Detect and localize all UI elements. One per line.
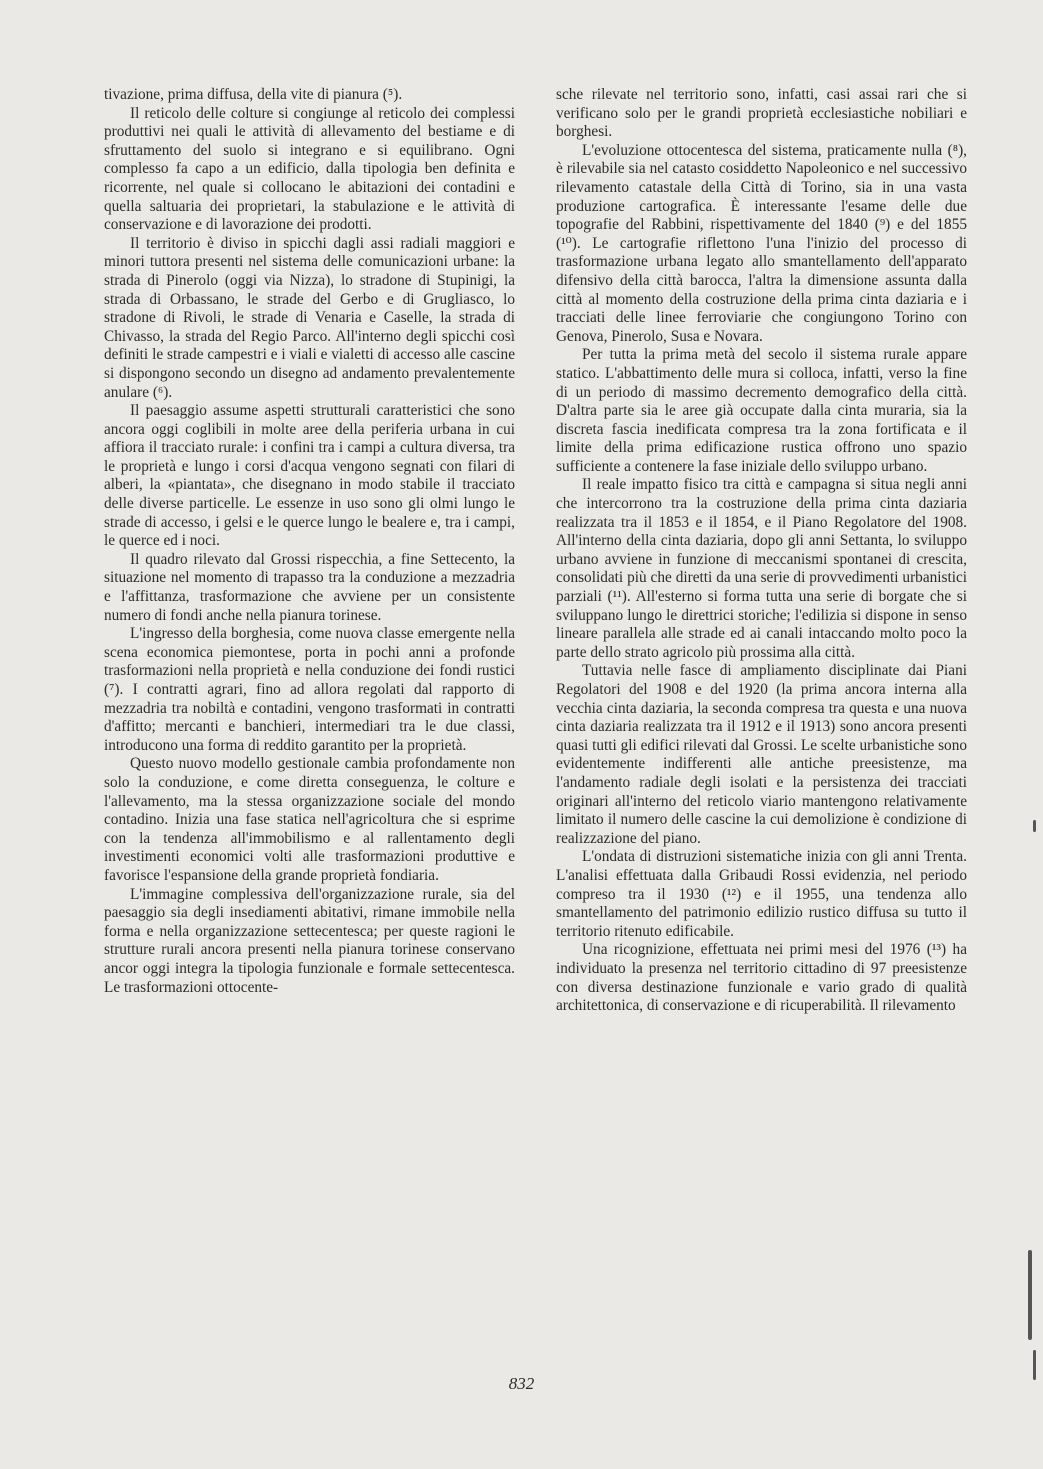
- paragraph: Il territorio è diviso in spicchi dagli assi radiali maggiori e minori tuttora presenti nel sistema delle comunicazioni urbane: la strada di Pinerolo (oggi via Nizza), lo stradone di Stupinigi, la strada di Orbassano, le strade del Gerbo e di Grugliasco, lo stradone di Rivoli, le strade di Venaria e Caselle, la strada di Chivasso, la strada del Regio Parco. All'interno degli spicchi così definiti le strade campestri e i viali e vialetti di accesso alle cascine si dispongono secondo un disegno ad andamento prevalentemente anulare (⁶).: [104, 234, 515, 401]
- paragraph: L'immagine complessiva dell'organizzazione rurale, sia del paesaggio sia degli insediamenti abitativi, rimane immobile nella forma e nella organizzazione settecentesca; per queste ragioni le strutture rurali ancora presenti nella pianura torinese conservano ancor oggi integra la tipologia funzionale e formale settecentesca. Le trasformazioni ottocente-: [104, 885, 515, 996]
- paragraph: Tuttavia nelle fasce di ampliamento disciplinate dai Piani Regolatori del 1908 e del 1920 (la prima ancora interna alla vecchia cinta daziaria, la seconda compresa tra questa e una nuova cinta daziaria realizzata tra il 1912 e il 1913) sono ancora presenti quasi tutti gli edifici rilevati dal Grossi. Le scelte urbanistiche sono evidentemente indifferenti alle antiche preesistenze, ma l'andamento radiale degli isolati e la persistenza dei tracciati originari all'interno del reticolo viario mantengono relativamente limitato il numero delle cascine la cui demolizione è condizione di realizzazione del piano.: [556, 662, 967, 847]
- paragraph: Il reale impatto fisico tra città e campagna si situa negli anni che intercorrono tra la costruzione della prima cinta daziaria realizzata tra il 1853 e il 1854, e il Piano Regolatore del 1908. All'interno della cinta daziaria, dopo gli anni Settanta, lo sviluppo urbano avviene in funzione di meccanismi spontanei di crescita, consolidati più che diretti da una serie di provvedimenti urbanistici parziali (¹¹). All'esterno si forma tutta una serie di borgate che si sviluppano lungo le direttrici storiche; l'edilizia si dispone in senso lineare parallela alle strade ed ai canali intaccando molto poco la parte dello strato agricolo più prossima alla città.: [556, 476, 967, 661]
- scan-edge-mark: [1033, 820, 1036, 832]
- paragraph: L'evoluzione ottocentesca del sistema, praticamente nulla (⁸), è rilevabile sia nel catasto cosiddetto Napoleonico e nel successivo rilevamento catastale della Città di Torino, sia in una vasta produzione cartografica. È interessante l'esame delle due topografie del Rabbini, rispettivamente del 1840 (⁹) e del 1855 (¹⁰). Le cartografie riflettono l'una l'inizio del processo di trasformazione urbana legato allo smantellamento dell'apparato difensivo della città barocca, l'altra la dimensione assunta dalla città al momento della costruzione della prima cinta daziaria e i tracciati delle linee ferroviarie che congiungono Torino con Genova, Pinerolo, Susa e Novara.: [556, 141, 967, 345]
- paragraph: Il paesaggio assume aspetti strutturali caratteristici che sono ancora oggi coglibili in molte aree della periferia urbana in cui affiora il tracciato rurale: i confini tra i campi a cultura diversa, tra le proprietà e lungo i corsi d'acqua vengono segnati con filari di alberi, la «piantata», che disegnano in modo stabile il tracciato delle diverse particelle. Le essenze in uso sono gli olmi lungo le strade di accesso, i gelsi e le querce lungo le bealere e, tra i campi, le querce ed i noci.: [104, 402, 515, 550]
- paragraph: sche rilevate nel territorio sono, infatti, casi assai rari che si verificano solo per le grandi proprietà ecclesiastiche nobiliari e borghesi.: [556, 86, 967, 141]
- paragraph: Il quadro rilevato dal Grossi rispecchia, a fine Settecento, la situazione nel momento di trapasso tra la conduzione a mezzadria e l'affittanza, trasformazione che avviene per un consistente numero di fondi anche nella pianura torinese.: [104, 550, 515, 624]
- left-column: [104, 86, 515, 997]
- paragraph: Questo nuovo modello gestionale cambia profondamente non solo la conduzione, e come diretta conseguenza, le colture e l'allevamento, ma la stessa organizzazione sociale del mondo contadino. Inizia una fase statica nell'agricoltura che si esprime con la tendenza all'immobilismo e al rallentamento degli investimenti economici volti alle trasformazioni produttive e favorisce l'espansione della grande proprietà fondiaria.: [104, 755, 515, 884]
- paragraph: L'ondata di distruzioni sistematiche inizia con gli anni Trenta. L'analisi effettuata dalla Gribaudi Rossi evidenzia, nel periodo compreso tra il 1930 (¹²) e il 1955, una tendenza allo smantellamento del patrimonio edilizio rustico diffusa su tutto il territorio ritenuto edificabile.: [556, 848, 967, 940]
- paragraph: tivazione, prima diffusa, della vite di pianura (⁵).: [104, 86, 403, 103]
- right-column: [556, 86, 967, 1016]
- paragraph: Una ricognizione, effettuata nei primi mesi del 1976 (¹³) ha individuato la presenza nel territorio cittadino di 97 preesistenze con diversa destinazione funzionale e vario grado di qualità architettonica, di conservazione e di ricuperabilità. Il rilevamento: [556, 941, 967, 1015]
- scan-edge-mark: [1028, 1250, 1032, 1340]
- paragraph: Il reticolo delle colture si congiunge al reticolo dei complessi produttivi nei quali le attività di allevamento del bestiame e di sfruttamento del suolo si integrano e si equilibrano. Ogni complesso fa capo a un edificio, dalla tipologia ben definita e ricorrente, nel quale si collocano le abitazioni dei contadini e quella saltuaria dei proprietari, la stabulazione e le attività di conservazione e di lavorazione dei prodotti.: [104, 104, 515, 234]
- scan-edge-mark: [1033, 1350, 1036, 1380]
- paragraph: Per tutta la prima metà del secolo il sistema rurale appare statico. L'abbattimento delle mura si colloca, infatti, verso la fine di un periodo di massimo decremento demografico della città. D'altra parte sia le aree già occupate dalla cinta muraria, sia la discreta fascia inedificata compresa tra la zona fortificata e il limite della prima edificazione rustica offrono uno spazio sufficiente a contenere la fase iniziale dello sviluppo urbano.: [556, 346, 967, 475]
- page-number: 832: [508, 1374, 535, 1393]
- paragraph: L'ingresso della borghesia, come nuova classe emergente nella scena economica piemontese, porta in pochi anni a profonde trasformazioni nella proprietà e nella conduzione dei fondi rustici (⁷). I contratti agrari, fino ad allora regolati dal rapporto di mezzadria tra nobiltà e contadini, vengono trasformati in contratti d'affitto; mercanti e banchieri, intermediari tra le due classi, introducono una forma di reddito garantito per la proprietà.: [104, 625, 515, 754]
